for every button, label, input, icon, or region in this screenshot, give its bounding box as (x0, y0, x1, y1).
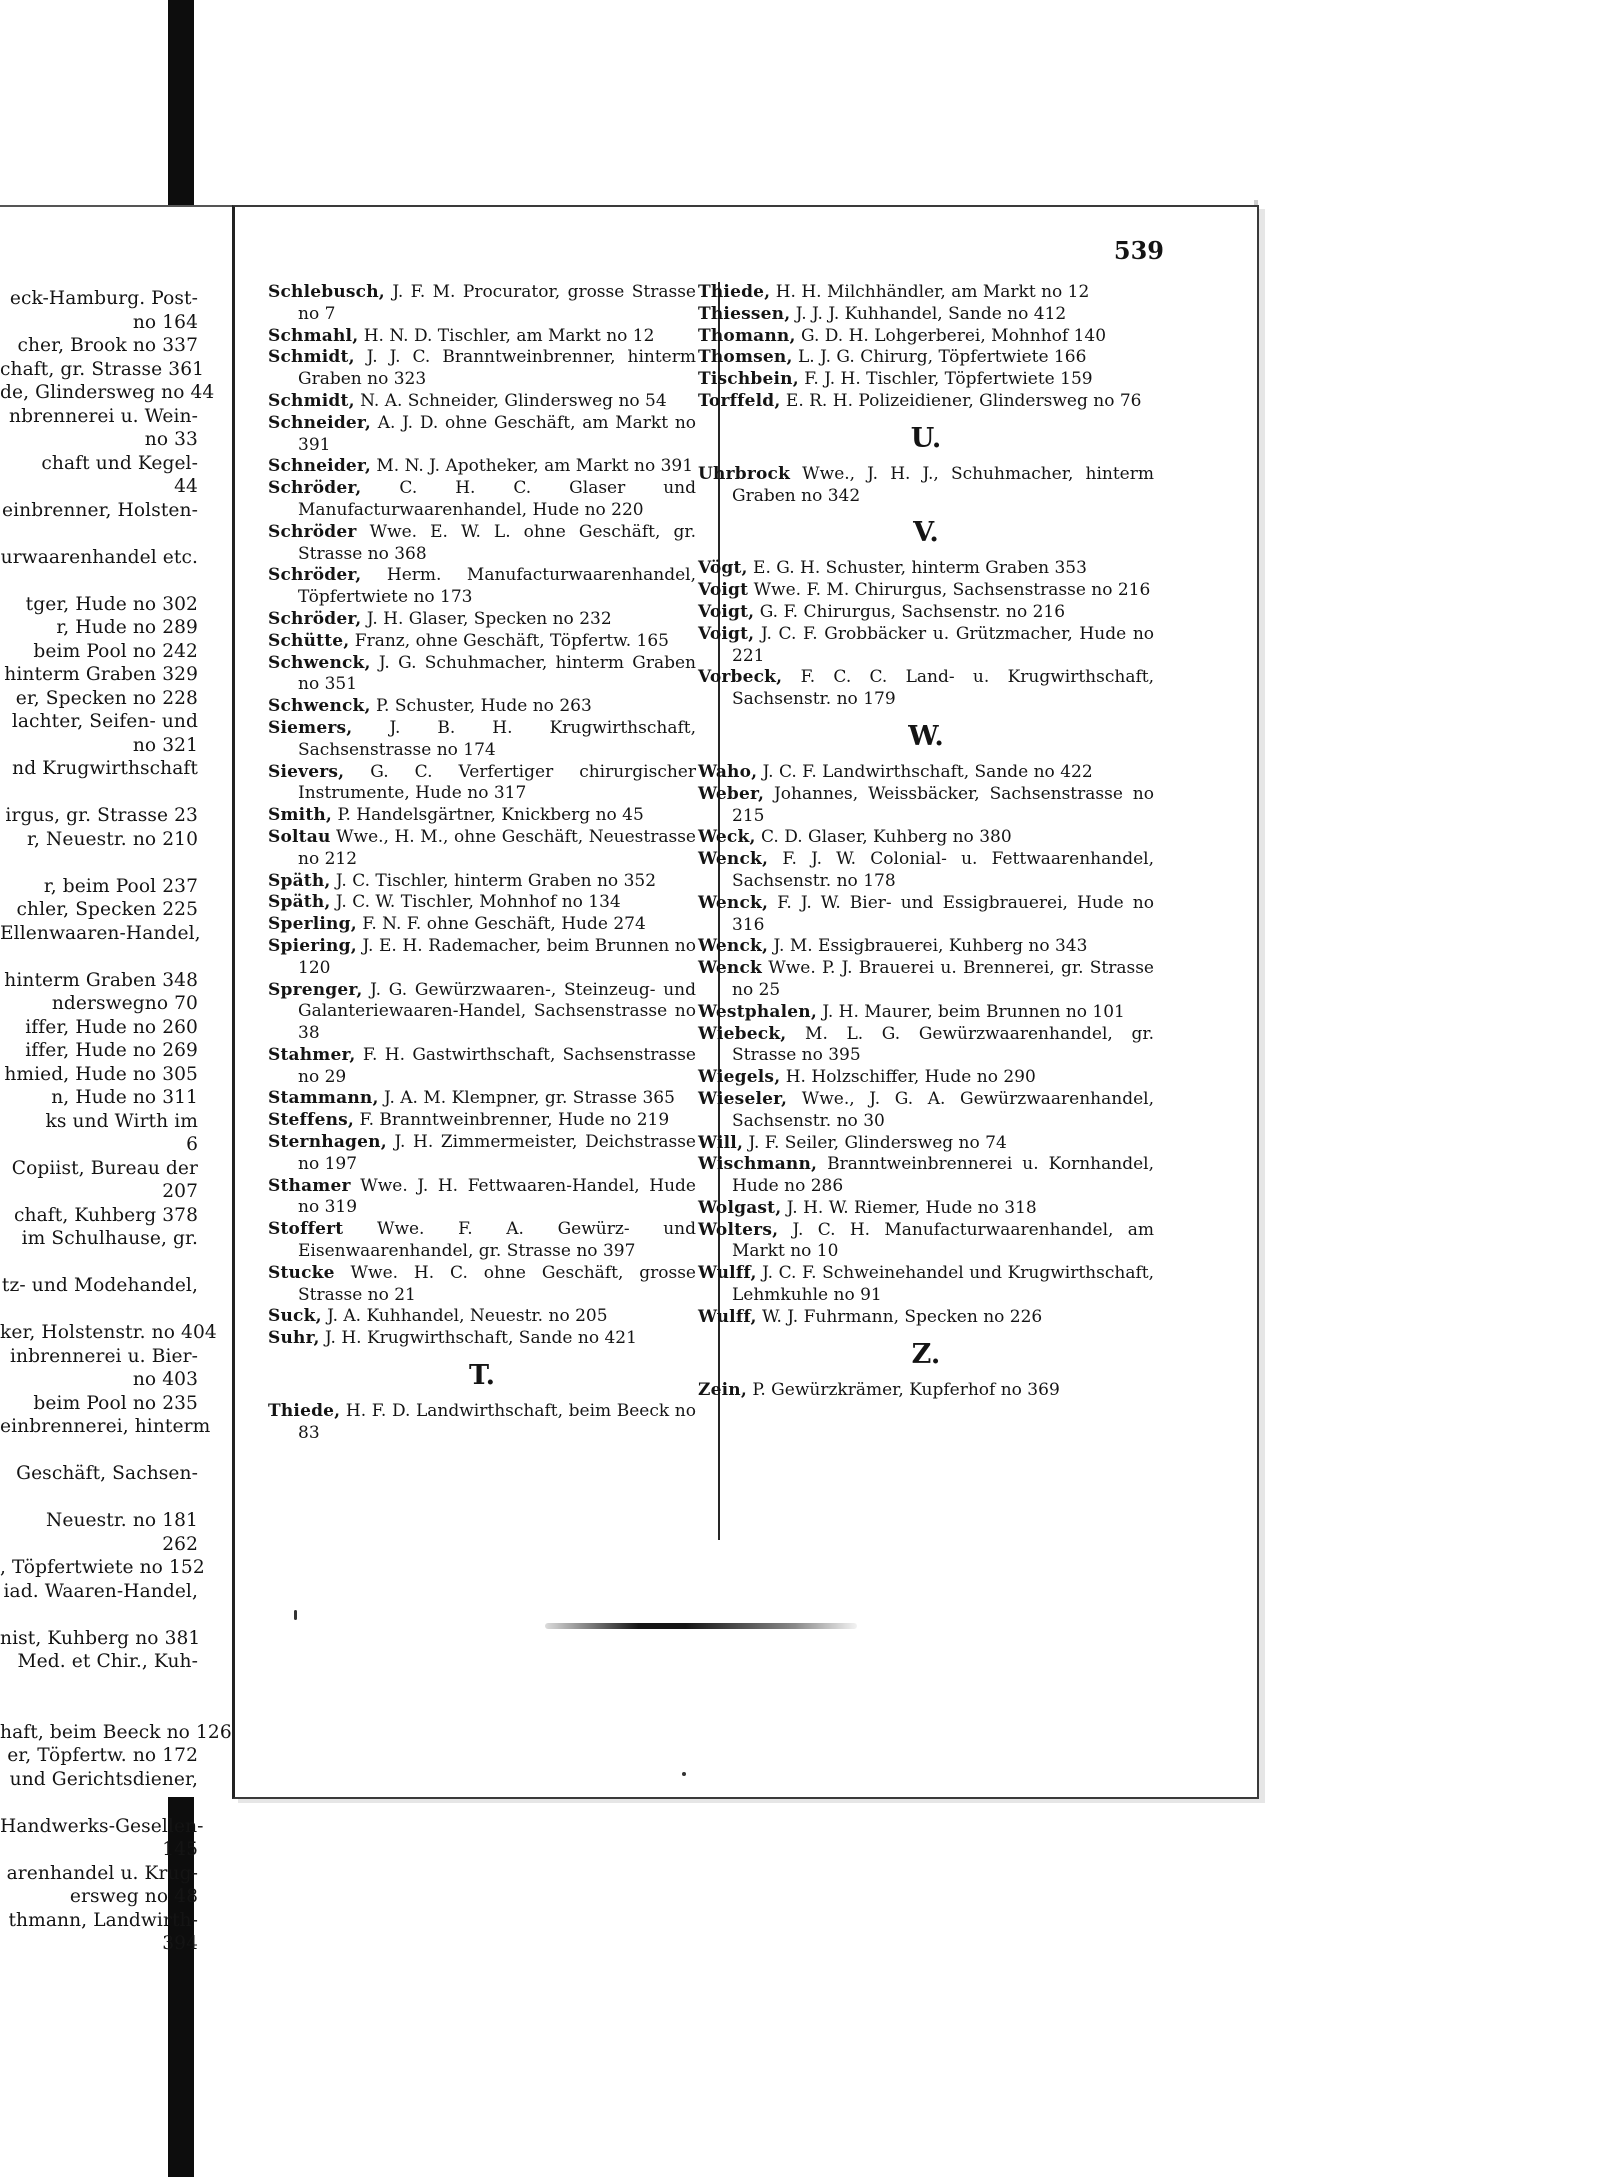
entry-details: F. J. W. Bier- und Essigbrauerei, Hude no 316 (732, 892, 1154, 935)
entry-name: Voigt, (698, 623, 755, 644)
entry-details: L. J. G. Chirurg, Töpfertwiete 166 (792, 347, 1087, 368)
entry-name: Schröder, (268, 478, 362, 499)
section-heading-t: T. (468, 1360, 495, 1392)
entry-name: Schmidt, (268, 390, 355, 411)
entry-details: Herm. Manufacturwaarenhandel, Töpfertwiete no 173 (298, 565, 696, 608)
entry-details: M. L. G. Gewürzwaarenhandel, gr. Strasse no 395 (732, 1023, 1154, 1066)
section-heading: Z. (911, 1338, 941, 1370)
entry-name: Vögt, (698, 558, 748, 579)
entry-name: Siemers, (268, 717, 353, 738)
directory-entry (698, 1380, 1154, 1402)
directory-entry (268, 456, 696, 478)
directory-entry (698, 762, 1154, 784)
directory-entry (268, 762, 696, 806)
left-page-line (0, 1697, 232, 1721)
section-heading: W. (908, 720, 944, 752)
left-page-line: 262 (162, 1533, 198, 1555)
left-page-line: irgus, gr. Strasse 23 (5, 805, 198, 826)
left-page-line: Copiist, Bureau der (11, 1157, 198, 1179)
entry-details: N. A. Schneider, Glindersweg no 54 (354, 390, 667, 411)
left-page-line: tz- und Modehandel, (1, 1275, 198, 1296)
left-page-line: nd Krugwirthschaft (12, 758, 198, 779)
directory-entry (698, 1024, 1154, 1068)
left-page-line: hinterm Graben 329 (4, 664, 198, 685)
left-page-line: einbrenner, Holsten- (2, 499, 198, 521)
entry-name: Suck, (268, 1306, 322, 1327)
entry-name: Suhr, (268, 1328, 320, 1349)
entry-name: Westphalen, (698, 1001, 817, 1022)
left-page-line: thmann, Landwirth- (8, 1909, 198, 1931)
entry-name: Will, (698, 1132, 744, 1153)
directory-entry (268, 936, 696, 980)
left-column-entries (268, 282, 696, 1350)
directory-entry (698, 1220, 1154, 1264)
entry-details: J. C. W. Tischler, Mohnhof no 134 (330, 892, 621, 913)
left-page-line: ker, Holstenstr. no 404 (0, 1322, 217, 1343)
directory-entry (268, 391, 696, 413)
entry-details: E. R. H. Polizeidiener, Glindersweg no 76 (780, 390, 1142, 411)
entry-name: Steffens, (268, 1110, 355, 1131)
directory-entry (698, 558, 1154, 580)
left-page-lines (0, 287, 232, 1956)
entry-details: G. C. Verfertiger chirurgischer Instrumente, Hude no 317 (298, 761, 696, 804)
entry-name: Stahmer, (268, 1044, 356, 1065)
entry-details: A. J. D. ohne Geschäft, am Markt no 391 (298, 412, 696, 455)
entry-name: Stammann, (268, 1088, 379, 1109)
left-page-line: iad. Waaren-Handel, (3, 1580, 198, 1602)
directory-entry (268, 326, 696, 348)
entry-details: J. H. Krugwirthschaft, Sande no 421 (319, 1328, 637, 1349)
right-column-top-entries (698, 282, 1154, 413)
page-number: 539 (1113, 236, 1164, 265)
directory-entry (698, 936, 1154, 958)
entry-name: Thiede, (268, 1401, 341, 1422)
entry-details: G. D. H. Lohgerberei, Mohnhof 140 (795, 325, 1107, 346)
decorative-rule (545, 1623, 857, 1629)
left-page-line (0, 1486, 232, 1510)
entry-name: Zein, (698, 1379, 747, 1400)
entry-name: Sthamer (268, 1175, 351, 1196)
entry-name: Schwenck, (268, 696, 371, 717)
right-column (698, 282, 1154, 1401)
directory-entry (268, 827, 696, 871)
entry-details: Wwe. F. M. Chirurgus, Sachsenstrasse no 216 (748, 580, 1151, 601)
entry-name: Schwenck, (268, 652, 371, 673)
entry-details: Wwe. F. A. Gewürz- und Eisenwaarenhandel, gr. Strasse no 397 (298, 1219, 696, 1262)
left-page-line: no 33 (144, 429, 198, 450)
entry-name: Späth, (268, 892, 331, 913)
entry-name: Wulff, (698, 1263, 757, 1284)
entry-details: E. G. H. Schuster, hinterm Graben 353 (747, 558, 1087, 579)
left-page-line: ersweg no 48 (69, 1886, 198, 1907)
entry-details: J. C. H. Manufacturwaarenhandel, am Markt no 10 (732, 1219, 1154, 1262)
directory-entry (698, 1263, 1154, 1307)
entry-details: F. J. W. Colonial- u. Fettwaarenhandel, Sachsenstr. no 178 (732, 849, 1154, 891)
entry-name: Thomsen, (698, 347, 793, 368)
entry-details: J. F. M. Procurator, grosse Strasse no 7 (298, 282, 696, 324)
entry-name: Uhrbrock (698, 463, 791, 484)
directory-entry (268, 1219, 696, 1263)
left-column (268, 282, 696, 1445)
left-page-line (0, 1791, 232, 1815)
left-page-line: chaft, gr. Strasse 361 (0, 358, 205, 380)
entry-name: Sievers, (268, 761, 345, 782)
entry-name: Wolters, (698, 1219, 779, 1240)
entry-name: Spiering, (268, 935, 357, 956)
left-page-line (0, 1251, 232, 1275)
directory-entry (698, 369, 1154, 391)
entry-name: Sperling, (268, 914, 357, 935)
directory-entry (698, 347, 1154, 369)
entry-details: Johannes, Weissbäcker, Sachsenstrasse no 215 (732, 783, 1154, 826)
directory-entry (268, 565, 696, 609)
entry-details: J. G. Gewürzwaaren-, Steinzeug- und Galanteriewaaren-Handel, Sachsenstrasse no 38 (298, 979, 696, 1044)
entry-details: J. J. J. Kuhhandel, Sande no 412 (790, 303, 1067, 324)
directory-entry (268, 609, 696, 631)
left-page-line: tger, Hude no 302 (25, 593, 198, 615)
entry-details: Wwe. J. H. Fettwaaren-Handel, Hude no 319 (298, 1175, 696, 1218)
left-page-line: Neuestr. no 181 (45, 1510, 198, 1531)
entry-name: Wiebeck, (698, 1023, 787, 1044)
left-page-line (0, 569, 232, 593)
directory-entry (698, 958, 1154, 1002)
left-page-line: 44 (174, 476, 198, 497)
entry-name: Schmidt, (268, 347, 355, 368)
directory-entry (268, 1088, 696, 1110)
entry-details: F. Branntweinbrenner, Hude no 219 (354, 1110, 670, 1131)
directory-entry (268, 413, 696, 457)
entry-details: F. C. C. Land- u. Krugwirthschaft, Sachsenstr. no 179 (732, 667, 1154, 710)
directory-entry (268, 653, 696, 697)
left-page-line (0, 522, 232, 546)
left-page-line: beim Pool no 235 (33, 1392, 198, 1414)
left-page-line: Handwerks-Gesellen- (0, 1815, 204, 1837)
directory-entry (698, 580, 1154, 602)
entry-details: J. H. W. Riemer, Hude no 318 (781, 1197, 1037, 1218)
left-page-line: beim Pool no 242 (33, 640, 198, 662)
directory-entry (268, 871, 696, 893)
right-column-sections (698, 424, 1154, 1402)
directory-entry (268, 696, 696, 718)
entry-details: C. H. C. Glaser und Manufacturwaarenhandel, Hude no 220 (298, 478, 696, 520)
left-page-line (0, 1439, 232, 1463)
entry-details: Wwe. E. W. L. ohne Geschäft, gr. Strasse no 368 (298, 521, 696, 564)
entry-details: C. D. Glaser, Kuhberg no 380 (755, 827, 1012, 848)
left-page-line: er, Töpfertw. no 172 (7, 1745, 198, 1766)
left-page-line: nist, Kuhberg no 381 (0, 1627, 201, 1649)
left-page-line (0, 851, 232, 875)
directory-entry (698, 1067, 1154, 1089)
left-page-line: hinterm Graben 348 (4, 969, 198, 991)
entry-details: J. E. H. Rademacher, beim Brunnen no 120 (298, 935, 696, 978)
entry-details: Wwe., H. M., ohne Geschäft, Neuestrasse no 212 (298, 826, 696, 869)
left-page-line: arenhandel u. Krug- (6, 1862, 198, 1884)
entry-details: J. M. Essigbrauerei, Kuhberg no 343 (768, 936, 1088, 957)
section-heading: V. (913, 517, 939, 549)
left-page-line: no 321 (132, 734, 198, 756)
directory-entry (698, 464, 1154, 508)
directory-entry (698, 1002, 1154, 1024)
left-page-line: eck-Hamburg. Post- (9, 288, 198, 309)
directory-entry (698, 667, 1154, 711)
entry-details: M. N. J. Apotheker, am Markt no 391 (370, 456, 694, 477)
entry-details: P. Schuster, Hude no 263 (370, 696, 592, 717)
left-page-line (0, 781, 232, 805)
left-page-line: einbrennerei, hinterm (0, 1416, 211, 1437)
left-page-line: r, Hude no 289 (56, 617, 198, 638)
entry-details: Wwe. H. C. ohne Geschäft, grosse Strasse no 21 (298, 1262, 696, 1305)
entry-details: H. H. Milchhändler, am Markt no 12 (770, 282, 1090, 302)
entry-details: H. F. D. Landwirthschaft, beim Beeck no 83 (298, 1401, 696, 1443)
left-page-line: er, Specken no 228 (15, 687, 198, 709)
directory-entry (268, 980, 696, 1045)
entry-details: Wwe., J. H. J., Schuhmacher, hinterm Graben no 342 (732, 463, 1154, 506)
entry-details: J. C. F. Grobbäcker u. Grützmacher, Hude no 221 (732, 623, 1154, 666)
entry-details: G. F. Chirurgus, Sachsenstr. no 216 (754, 601, 1066, 622)
entry-details: P. Gewürzkrämer, Kupferhof no 369 (746, 1379, 1060, 1400)
left-page-line: cher, Brook no 337 (17, 335, 198, 356)
entry-name: Voigt, (698, 601, 755, 622)
entry-name: Wenck (698, 958, 763, 979)
entry-details: J. H. Glaser, Specken no 232 (361, 608, 612, 629)
entry-details: F. N. F. ohne Geschäft, Hude 274 (356, 914, 646, 935)
left-page-line: iffer, Hude no 260 (25, 1016, 198, 1038)
entry-details: J. C. F. Landwirthschaft, Sande no 422 (757, 761, 1093, 782)
directory-entry (698, 1198, 1154, 1220)
directory-entry (698, 1089, 1154, 1133)
left-page-line: lachter, Seifen- und (11, 711, 198, 732)
section-t-entries (268, 1401, 696, 1445)
directory-entry (268, 347, 696, 391)
left-page-line: 6 (186, 1134, 198, 1155)
entry-name: Wenck, (698, 936, 769, 957)
left-page-line: nbrennerei u. Wein- (9, 405, 198, 427)
entry-details: J. A. M. Klempner, gr. Strasse 365 (378, 1088, 675, 1109)
entry-details: J. B. H. Krugwirthschaft, Sachsenstrasse no 174 (298, 717, 696, 760)
entry-name: Wulff, (698, 1306, 757, 1327)
entry-name: Wenck, (698, 892, 769, 913)
left-page-line: r, beim Pool 237 (43, 875, 198, 897)
entry-name: Weck, (698, 827, 756, 848)
left-page-line (0, 945, 232, 969)
entry-details: P. Handelsgärtner, Knickberg no 45 (332, 805, 644, 826)
left-page-line: r, Neuestr. no 210 (27, 828, 198, 850)
left-page-line: 207 (162, 1181, 198, 1202)
entry-name: Waho, (698, 761, 758, 782)
entry-details: J. F. Seiler, Glindersweg no 74 (743, 1132, 1007, 1153)
directory-entry (268, 1110, 696, 1132)
left-page-line: no 164 (132, 311, 198, 333)
left-page-line: no 403 (132, 1369, 198, 1390)
directory-entry (268, 718, 696, 762)
directory-entry (698, 391, 1154, 413)
directory-entry (268, 1328, 696, 1350)
entry-name: Stoffert (268, 1219, 344, 1240)
entry-details: H. N. D. Tischler, am Markt no 12 (358, 325, 655, 346)
left-page-line: urwaarenhandel etc. (0, 546, 198, 568)
directory-entry (268, 1132, 696, 1176)
entry-name: Wischmann, (698, 1154, 818, 1175)
entry-name: Voigt (698, 580, 749, 601)
entry-name: Stucke (268, 1262, 335, 1283)
entry-name: Thiessen, (698, 303, 791, 324)
left-page-line: chaft, Kuhberg 378 (14, 1204, 198, 1226)
left-page-line: ks und Wirth im (45, 1110, 198, 1132)
entry-details: W. J. Fuhrmann, Specken no 226 (756, 1306, 1043, 1327)
directory-entry (268, 1263, 696, 1307)
left-page-line (0, 1298, 232, 1322)
directory-entry (698, 282, 1154, 304)
entry-name: Smith, (268, 805, 333, 826)
entry-name: Sprenger, (268, 979, 363, 1000)
entry-name: Tischbein, (698, 369, 799, 390)
directory-entry (698, 602, 1154, 624)
entry-name: Schlebusch, (268, 282, 385, 302)
directory-entry (268, 478, 696, 522)
entry-name: Schröder, (268, 565, 362, 586)
entry-details: H. Holzschiffer, Hude no 290 (780, 1067, 1036, 1088)
left-page-line: und Gerichtsdiener, (9, 1768, 198, 1790)
left-page-line: 394 (162, 1933, 198, 1954)
directory-entry (698, 849, 1154, 893)
left-page-line: Med. et Chir., Kuh- (17, 1651, 198, 1672)
entry-details: J. C. F. Schweinehandel und Krugwirthschaft, Lehmkuhle no 91 (732, 1263, 1154, 1306)
entry-details: J. H. Maurer, beim Brunnen no 101 (816, 1001, 1125, 1022)
entry-name: Vorbeck, (698, 667, 783, 688)
directory-entry (268, 892, 696, 914)
left-page-line: hmied, Hude no 305 (4, 1063, 198, 1085)
entry-details: J. G. Schuhmacher, hinterm Graben no 351 (298, 652, 696, 695)
entry-name: Soltau (268, 826, 331, 847)
ink-speck (294, 1610, 297, 1620)
left-page-line: , Töpfertwiete no 152 (0, 1557, 205, 1578)
ink-speck (682, 1772, 686, 1776)
directory-entry (698, 893, 1154, 937)
entry-name: Schneider, (268, 456, 371, 477)
entry-name: Wiegels, (698, 1067, 781, 1088)
entry-details: Wwe., J. G. A. Gewürzwaarenhandel, Sachsenstr. no 30 (732, 1088, 1154, 1131)
entry-details: J. H. Zimmermeister, Deichstrasse no 197 (298, 1132, 696, 1174)
left-page-line: Geschäft, Sachsen- (16, 1463, 198, 1484)
entry-name: Torffeld, (698, 390, 781, 411)
entry-details: F. H. Gastwirthschaft, Sachsenstrasse no 29 (298, 1044, 696, 1087)
directory-entry (268, 1401, 696, 1445)
directory-entry (698, 1307, 1154, 1329)
directory-entry (268, 1306, 696, 1328)
entry-name: Wolgast, (698, 1197, 782, 1218)
entry-name: Thiede, (698, 282, 771, 302)
left-page-line (0, 1674, 232, 1698)
left-page-line: im Schulhause, gr. (21, 1228, 198, 1249)
entry-name: Schütte, (268, 630, 350, 651)
left-page-line: nderswegno 70 (51, 993, 198, 1014)
left-page-line (0, 1603, 232, 1627)
entry-name: Schmahl, (268, 325, 359, 346)
left-page-line: Ellenwaaren-Handel, (0, 922, 201, 944)
entry-details: Branntweinbrennerei u. Kornhandel, Hude no 286 (732, 1154, 1154, 1197)
left-page-line: n, Hude no 311 (51, 1087, 198, 1108)
entry-details: F. J. H. Tischler, Töpfertwiete 159 (798, 369, 1093, 390)
entry-name: Wenck, (698, 849, 769, 870)
entry-name: Schneider, (268, 412, 371, 433)
left-page-line: iffer, Hude no 269 (25, 1040, 198, 1061)
directory-entry (268, 914, 696, 936)
directory-entry (698, 624, 1154, 668)
directory-entry (268, 1176, 696, 1220)
directory-entry (698, 304, 1154, 326)
entry-name: Sternhagen, (268, 1132, 387, 1153)
entry-name: Wieseler, (698, 1088, 788, 1109)
entry-details: J. J. C. Branntweinbrenner, hinterm Graben no 323 (298, 347, 696, 390)
entry-name: Weber, (698, 783, 765, 804)
entry-details: J. A. Kuhhandel, Neuestr. no 205 (321, 1306, 608, 1327)
entry-name: Thomann, (698, 325, 796, 346)
left-page-line: 145 (162, 1839, 198, 1860)
left-page-line: de, Glindersweg no 44 (0, 382, 215, 403)
entry-name: Schröder, (268, 608, 362, 629)
directory-entry (268, 282, 696, 326)
entry-name: Schröder (268, 521, 357, 542)
section-heading: U. (910, 422, 942, 454)
directory-entry (698, 784, 1154, 828)
entry-name: Späth, (268, 870, 331, 891)
left-page-line: chler, Specken 225 (16, 899, 198, 920)
directory-entry (698, 1133, 1154, 1155)
directory-entry (268, 805, 696, 827)
directory-entry (698, 1154, 1154, 1198)
directory-entry (268, 1045, 696, 1089)
directory-entry (698, 326, 1154, 348)
left-page-line: chaft und Kegel- (41, 452, 198, 474)
entry-details: J. C. Tischler, hinterm Graben no 352 (330, 870, 657, 891)
directory-entry (268, 522, 696, 566)
directory-entry (698, 827, 1154, 849)
left-page-fragment (0, 205, 234, 1954)
left-page-line: inbrennerei u. Bier- (9, 1345, 198, 1367)
entry-details: Franz, ohne Geschäft, Töpfertw. 165 (349, 630, 669, 651)
left-page-line: haft, beim Beeck no 126 (0, 1721, 232, 1743)
directory-entry (268, 631, 696, 653)
entry-details: Wwe. P. J. Brauerei u. Brennerei, gr. Strasse no 25 (732, 958, 1154, 1000)
